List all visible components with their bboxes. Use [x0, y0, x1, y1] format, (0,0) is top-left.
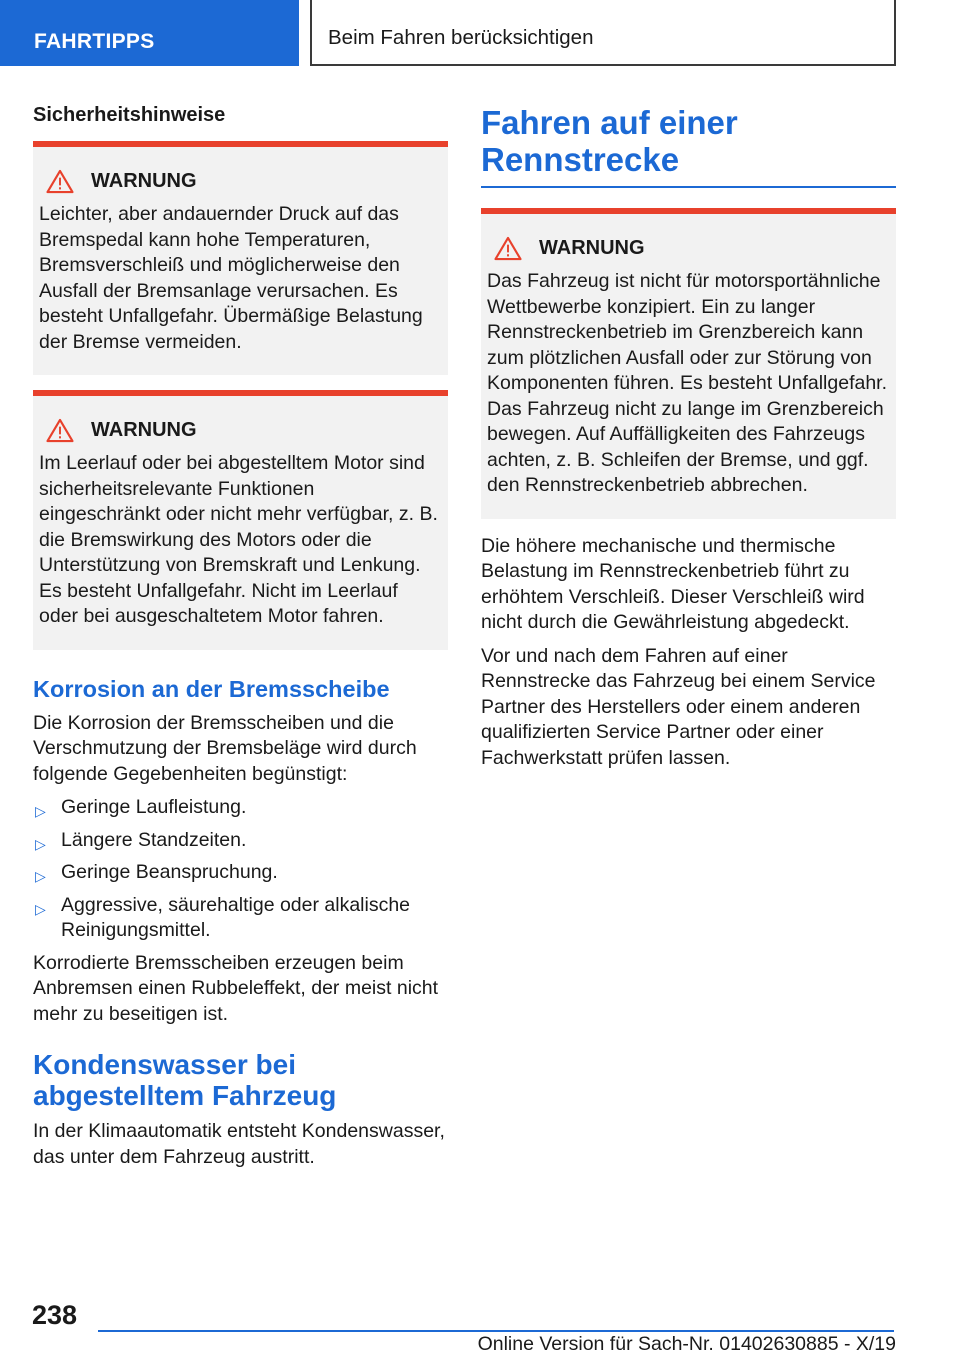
heading-korrosion: Korrosion an der Bremsscheibe	[33, 675, 390, 702]
rennstrecke-paragraph-2: Vor und nach dem Fahren auf einer Rennstrecke das Fahrzeug bei einem Service Partner des Herstellers oder einem anderen qualifizierten Service Partner oder einer Fachwerkstatt prüfen lassen.	[481, 644, 876, 769]
warning-triangle-icon	[45, 169, 75, 194]
footer-divider	[98, 1330, 894, 1332]
list-item-text: Aggressive, säurehaltige oder alkalische Reinigungsmittel.	[61, 893, 411, 941]
kondenswasser-text: In der Klimaautomatik entsteht Kondenswasser, das unter dem Fahrzeug austritt.	[33, 1120, 445, 1168]
section-label: FAHRTIPPS	[34, 30, 155, 53]
warning-triangle-icon	[45, 418, 75, 443]
right-column	[481, 104, 896, 779]
list-item	[33, 893, 448, 944]
warning-header	[39, 418, 440, 443]
list-item-text: Längere Standzeiten.	[61, 828, 247, 851]
warning-header	[487, 236, 888, 261]
warning-box-1	[33, 141, 448, 375]
warning-text: Leichter, aber andauernder Druck auf das Bremspedal kann hohe Temperaturen, Bremsverschleiß und möglicherweise den Ausfall der Bremsanlage verursachen. Es besteht Unfallgefahr. Übermäßige Belastung der Bremse vermeiden.	[39, 203, 423, 353]
page-number: 238	[32, 1300, 78, 1330]
list-item-text: Geringe Laufleistung.	[61, 796, 247, 818]
triangle-bullet-icon: ▷	[35, 835, 46, 852]
list-item	[33, 795, 448, 821]
header-title-box	[310, 0, 896, 66]
heading-rennstrecke: Fahren auf einer Rennstrecke	[481, 104, 896, 188]
triangle-bullet-icon: ▷	[35, 868, 46, 884]
warning-label: WARNUNG	[539, 237, 645, 259]
triangle-bullet-icon: ▷	[35, 900, 46, 917]
left-column	[33, 104, 448, 1178]
page-header-title: Beim Fahren berücksichtigen	[328, 26, 594, 49]
korrosion-outro: Korrodierte Bremsscheiben erzeugen beim Anbremsen einen Rubbeleffekt, der meist nicht mehr zu beseitigen ist.	[33, 951, 439, 1025]
warning-box-3	[481, 208, 896, 519]
subheading-sicherheitshinweise: Sicherheitshinweise	[33, 104, 226, 126]
heading-kondenswasser: Kondenswasser bei abgestelltem Fahrzeug	[33, 1049, 337, 1111]
footer-edition: Online Version für Sach-Nr. 01402630885 - X/19	[477, 1333, 896, 1355]
warning-box-2	[33, 390, 448, 650]
rennstrecke-paragraph-1: Die höhere mechanische und thermische Belastung im Rennstreckenbetrieb führt zu erhöhtem Verschleiß. Dieser Verschleiß wird nicht durch die Gewährleistung abgedeckt.	[481, 534, 865, 633]
warning-header	[39, 169, 440, 194]
list-item	[33, 860, 448, 886]
korrosion-intro: Die Korrosion der Bremsscheiben und die Verschmutzung der Bremsbeläge wird durch folgende Gegebenheiten begünstigt:	[33, 711, 417, 785]
warning-triangle-icon	[493, 236, 523, 261]
warning-label: WARNUNG	[91, 419, 197, 441]
triangle-bullet-icon: ▷	[35, 803, 46, 819]
section-tab	[0, 0, 299, 66]
warning-text: Im Leerlauf oder bei abgestelltem Motor sind sicherheitsrelevante Funktionen eingeschränkt oder nicht mehr verfügbar, z. B. die Bremswirkung des Motors oder die Unterstützung von Bremskraft und Lenkung. Es besteht Unfallgefahr. Nicht im Leerlauf oder bei ausgeschaltetem Motor fahren.	[39, 452, 438, 627]
warning-text: Das Fahrzeug ist nicht für motorsportähnliche Wettbewerbe konzipiert. Ein zu langer Rennstreckenbetrieb im Grenzbereich kann zum plötzlichen Ausfall oder zur Störung von Komponenten führen. Es besteht Unfallgefahr. Das Fahrzeug nicht zu lange im Grenzbereich bewegen. Auf Auffälligkeiten des Fahrzeugs achten, z. B. Schleifen der Bremse, und ggf. den Rennstreckenbetrieb abbrechen.	[487, 270, 888, 496]
list-item	[33, 828, 448, 854]
warning-label: WARNUNG	[91, 170, 197, 192]
list-item-text: Geringe Beanspruchung.	[61, 861, 278, 883]
korrosion-list	[33, 795, 448, 944]
